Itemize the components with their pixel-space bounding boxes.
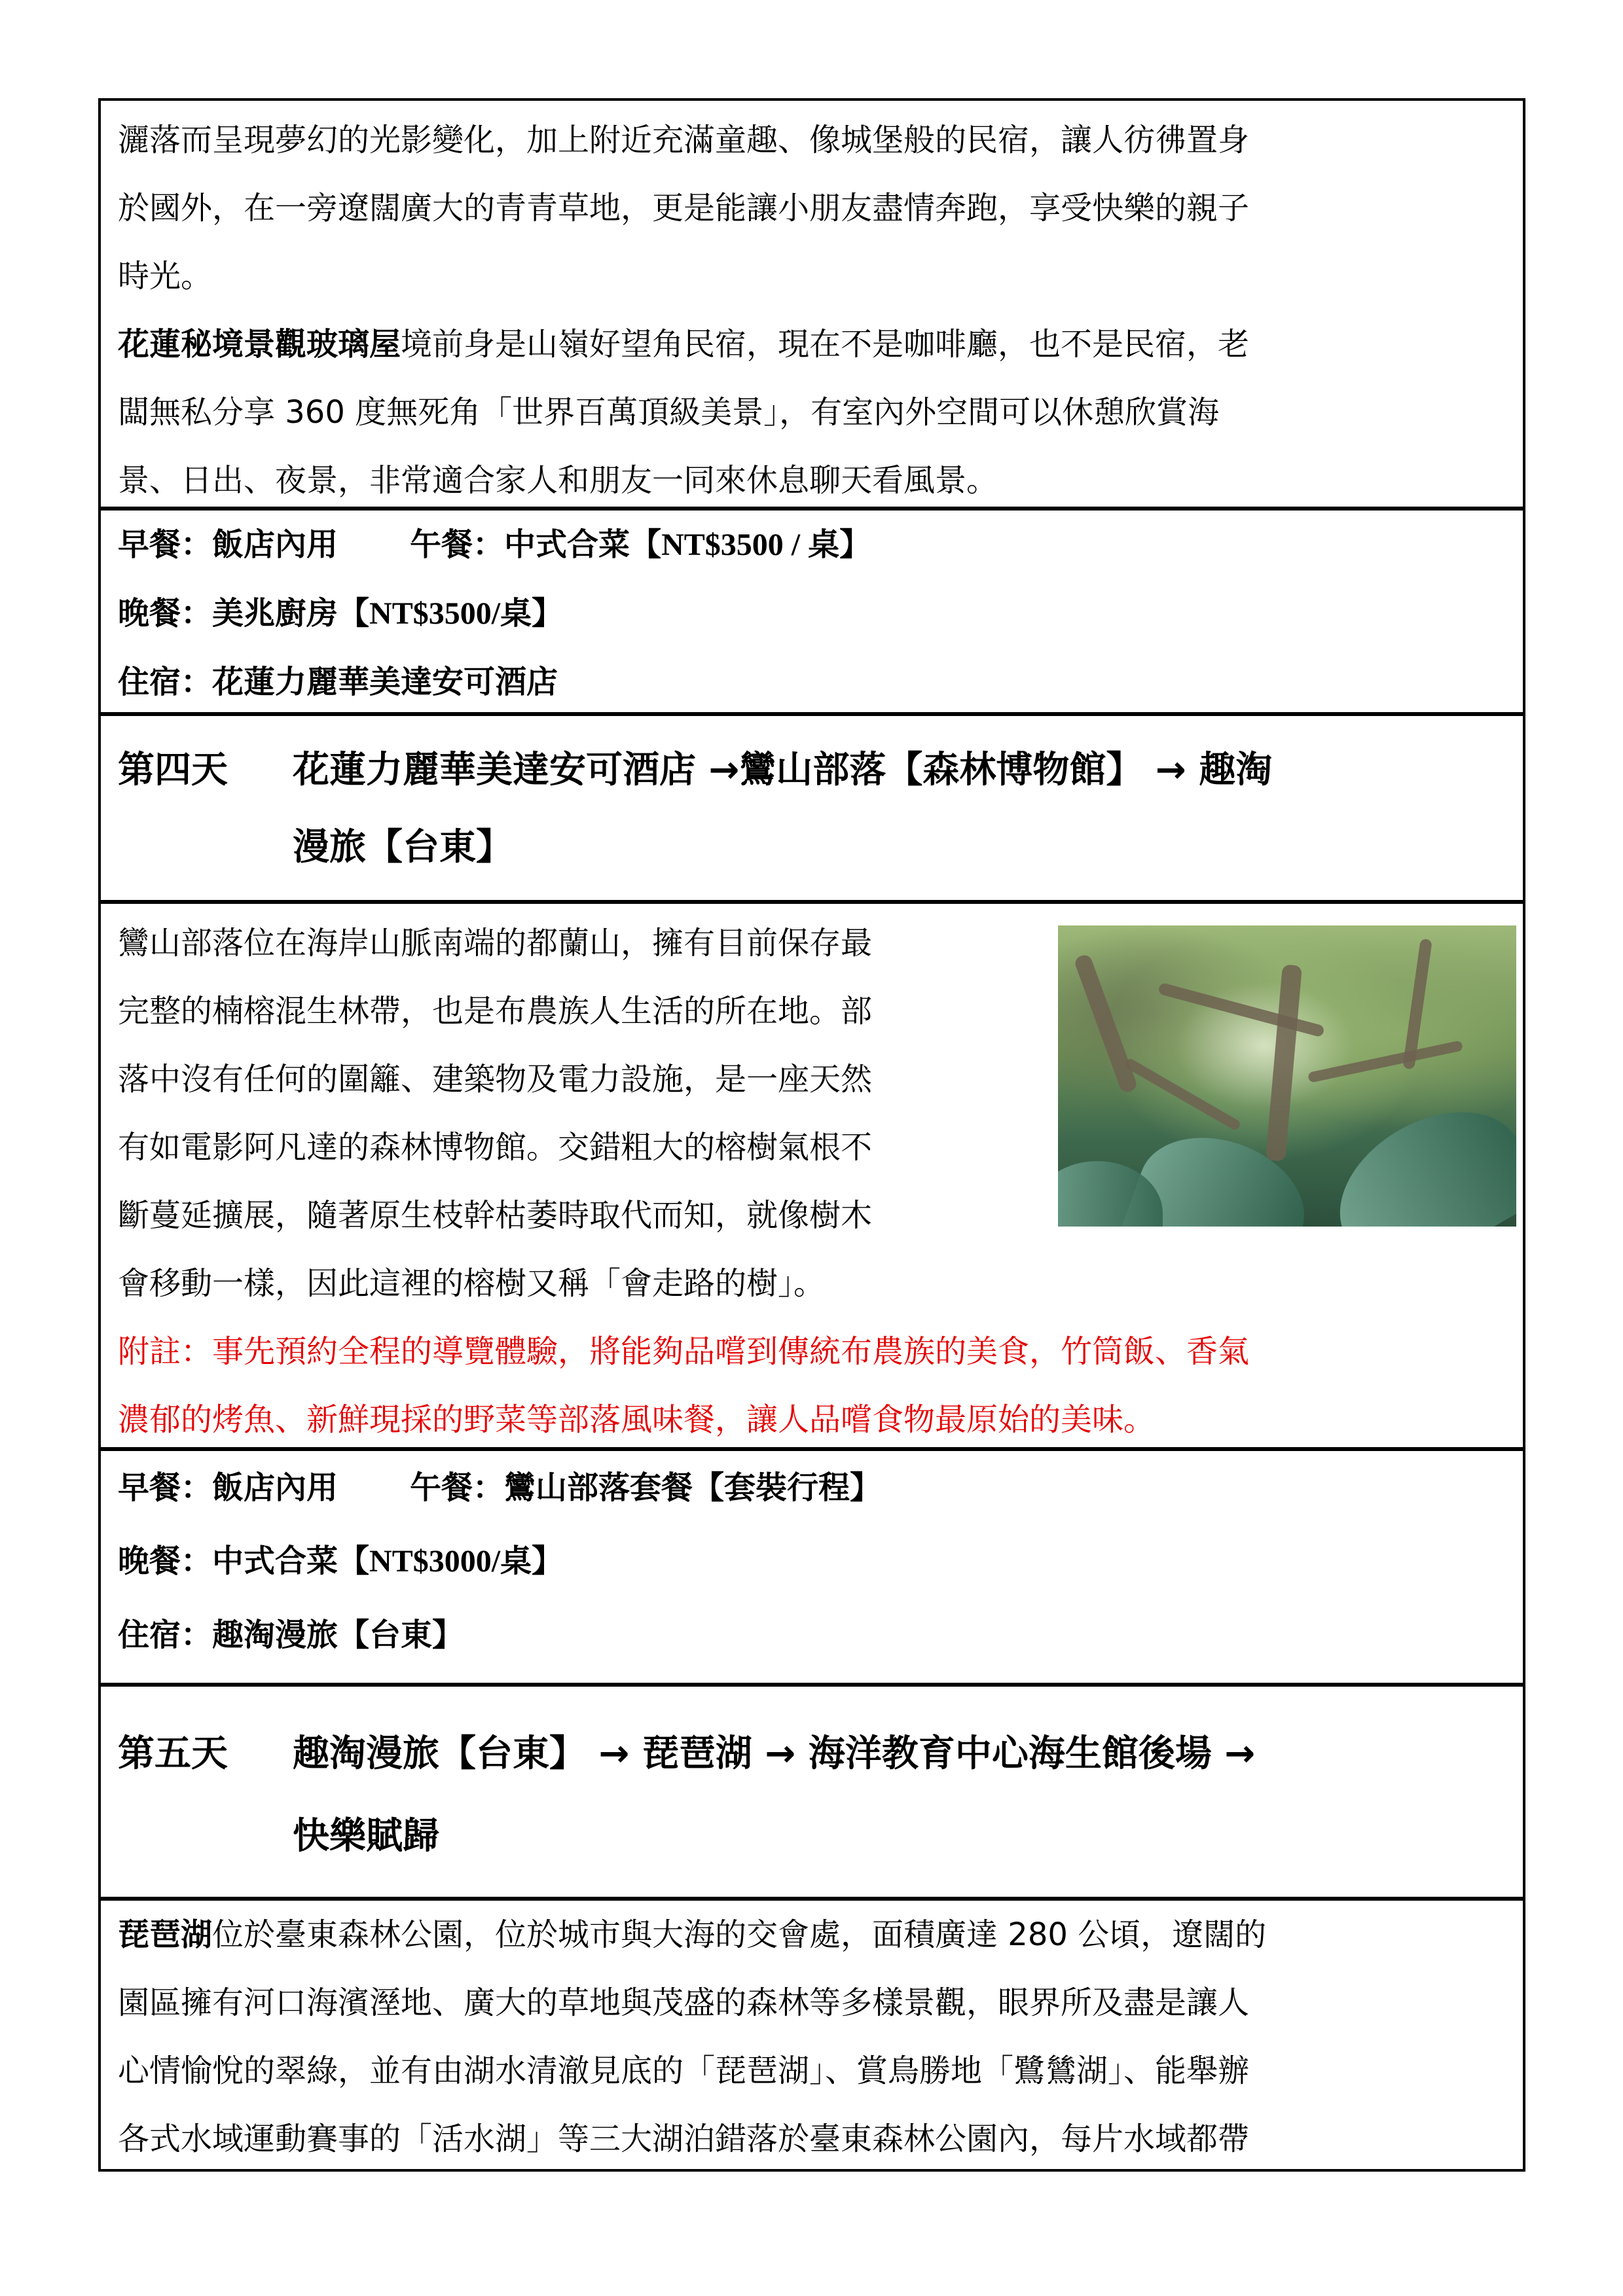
forest-banyan-photo (1058, 925, 1516, 1227)
day5-label: 第五天 (118, 1732, 228, 1775)
day4-label: 第四天 (118, 749, 228, 791)
day4-desc-line: 完整的楠榕混生林帶，也是布農族人生活的所在地。部 (118, 993, 873, 1030)
day4-heading (118, 732, 1506, 886)
itinerary-table (98, 98, 1525, 2172)
intro-row (101, 101, 1523, 511)
lunch-unit: 桌】 (808, 526, 871, 563)
stay-label: 住宿： (118, 1617, 213, 1653)
day4-heading-line1 (118, 732, 1506, 809)
day5-desc-line (118, 1901, 1506, 1969)
day5-desc-line: 心情愉悅的翠綠，並有由湖水清澈見底的「琵琶湖」、賞鳥勝地「鷺鷥湖」、能舉辦 (118, 2053, 1250, 2089)
day4-description (118, 909, 1250, 1454)
day4-route-line2: 漫旅【台東】 (293, 826, 513, 869)
lunch-value: 鸞山部落套餐【套裝行程】 (504, 1469, 882, 1506)
dinner-unit: 桌】 (500, 1543, 564, 1579)
pipa-lake-highlight: 琵琶湖 (118, 1916, 213, 1953)
day5-desc-text: 位於臺東森林公園，位於城市與大海的交會處，面積廣達 280 公頃，遼闊的 (212, 1916, 1267, 1953)
intro-line: 灑落而呈現夢幻的光影變化，加上附近充滿童趣、像城堡般的民宿，讓人彷彿置身 (118, 122, 1250, 158)
intro-line: 於國外，在一旁遼闊廣大的青青草地，更是能讓小朋友盡情奔跑，享受快樂的親子 (118, 190, 1250, 226)
intro-line: 時光。 (118, 258, 213, 295)
day5-route: 趣淘漫旅【台東】 → 琵琶湖 → 海洋教育中心海生館後場 → (293, 1732, 1256, 1775)
photo-frond (1313, 1081, 1516, 1227)
meal-breakfast-lunch (118, 511, 1506, 579)
day5-desc-line: 各式水域運動賽事的「活水湖」等三大湖泊錯落於臺東森林公園內，每片水域都帶 (118, 2121, 1250, 2157)
dinner-label: 晚餐： (118, 595, 213, 632)
photo-branch (1073, 953, 1139, 1094)
day4-meals-row (101, 1451, 1523, 1687)
day4-heading-row (101, 716, 1523, 904)
photo-branch (1307, 1040, 1463, 1083)
glass-house-name: 花蓮秘境景觀玻璃屋 (118, 326, 401, 363)
lunch-label: 午餐： (410, 1469, 505, 1506)
dinner-price: NT$3500/ (369, 596, 501, 631)
glass-house-text: 境前身是山嶺好望角民宿，現在不是咖啡廳，也不是民宿，老 (401, 326, 1250, 363)
day4-desc-line: 有如電影阿凡達的森林博物館。交錯粗大的榕樹氣根不 (118, 1129, 873, 1166)
day3-meals (118, 511, 1506, 716)
meal-dinner (118, 579, 1506, 648)
day4-route: 花蓮力麗華美達安可酒店 →鸞山部落【森林博物館】 → 趣淘 (293, 749, 1273, 791)
lunch-label: 午餐： (410, 526, 505, 563)
glass-house-line: 景、日出、夜景，非常適合家人和朋友一同來休息聊天看風景。 (118, 462, 998, 499)
stay-label: 住宿： (118, 664, 213, 700)
day5-heading (118, 1713, 1506, 1878)
dinner-label: 晚餐： (118, 1543, 213, 1579)
day5-description-row (101, 1901, 1523, 2174)
stay-value: 花蓮力麗華美達安可酒店 (212, 664, 558, 700)
day4-desc-line: 斷蔓延擴展，隨著原生枝幹枯萎時取代而知，就像樹木 (118, 1197, 873, 1234)
day4-note-line: 附註：事先預約全程的導覽體驗，將能夠品嚐到傳統布農族的美食，竹筒飯、香氣 (118, 1333, 1250, 1370)
dinner-price: NT$3000/ (369, 1544, 501, 1579)
meal-stay (118, 1598, 1506, 1672)
photo-branch (1266, 964, 1302, 1161)
day5-description (118, 1901, 1506, 2173)
day5-desc-line: 園區擁有河口海濱溼地、廣大的草地與茂盛的森林等多樣景觀，眼界所及盡是讓人 (118, 1984, 1250, 2021)
dinner-value: 美兆廚房【 (212, 595, 370, 632)
day4-description-row (101, 904, 1523, 1451)
lunch-value: 中式合菜【 (504, 526, 662, 563)
day5-heading-row (101, 1687, 1523, 1901)
meal-stay (118, 648, 1506, 716)
day4-desc-line: 落中沒有任何的圍籬、建築物及電力設施，是一座天然 (118, 1061, 873, 1098)
day4-desc-line: 會移動一樣，因此這裡的榕樹又稱「會走路的樹」。 (118, 1265, 826, 1302)
breakfast-label: 早餐： (118, 1469, 213, 1506)
day3-meals-row (101, 511, 1523, 716)
dinner-value: 中式合菜【 (212, 1543, 370, 1579)
meal-dinner (118, 1524, 1506, 1598)
breakfast-label: 早餐： (118, 526, 213, 563)
meal-breakfast-lunch (118, 1451, 1506, 1524)
day4-note-line: 濃郁的烤魚、新鮮現採的野菜等部落風味餐，讓人品嚐食物最原始的美味。 (118, 1401, 1156, 1438)
glass-house-line: 闆無私分享 360 度無死角「世界百萬頂級美景」，有室內外空間可以休憩欣賞海 (118, 394, 1220, 431)
breakfast-value: 飯店內用 (212, 526, 338, 563)
intro-text (118, 106, 1506, 514)
stay-value: 趣淘漫旅【台東】 (212, 1617, 464, 1653)
day5-heading-line1 (118, 1713, 1506, 1795)
day5-route-line2: 快樂賦歸 (293, 1815, 439, 1857)
dinner-unit: 桌】 (500, 595, 564, 632)
breakfast-value: 飯店內用 (212, 1469, 338, 1506)
day4-desc-line: 鸞山部落位在海岸山脈南端的都蘭山，擁有目前保存最 (118, 925, 873, 961)
glass-house-line (118, 310, 1506, 378)
day4-meals (118, 1451, 1506, 1672)
lunch-price: NT$3500 / (661, 528, 809, 562)
photo-branch (1123, 1057, 1241, 1132)
